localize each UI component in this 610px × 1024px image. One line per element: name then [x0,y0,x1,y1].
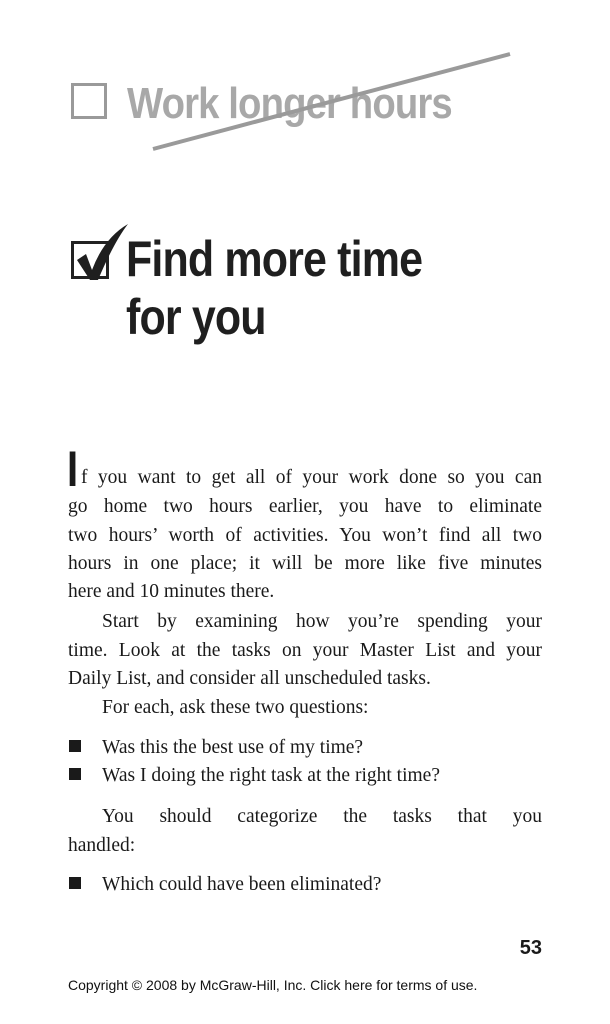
page-number: 53 [519,937,542,959]
strikethrough-line [0,0,610,200]
bullet-item: Was this the best use of my time? [102,737,364,758]
page-title-line-1: Find more time [126,231,423,287]
paragraph-2-line-3: Daily List, and consider all unscheduled tasks. [68,668,431,689]
bullet-item: Which could have been eliminated? [102,874,382,895]
paragraph-4-line-2: handled: [68,835,136,856]
paragraph-2-line-1: Start by examining how you’re spending your [102,611,542,632]
bullet-square-icon [69,768,81,780]
paragraph-1-line-4: hours in one place; it will be more like five minutes [68,553,542,574]
paragraph-1-line-5: here and 10 minutes there. [68,581,275,602]
drop-cap: I [67,441,79,497]
paragraph-1-line-2: go home two hours earlier, you have to eliminate [68,496,542,517]
crossed-out-heading: Work longer hours [127,79,452,128]
paragraph-3-line-1: For each, ask these two questions: [102,697,369,718]
copyright-terms-link[interactable]: Copyright © 2008 by McGraw-Hill, Inc. Click here for terms of use. [68,977,478,993]
page-title-line-2: for you [126,289,266,345]
bullet-square-icon [69,877,81,889]
check-mark-icon [68,220,132,284]
bullet-square-icon [69,740,81,752]
paragraph-1-line-1: f you want to get all of your work done so you can [81,467,542,488]
bullet-item: Was I doing the right task at the right time? [102,765,440,786]
paragraph-2-line-2: time. Look at the tasks on your Master List and your [68,640,542,661]
paragraph-1-line-3: two hours’ worth of activities. You won’t find all two [68,525,542,546]
paragraph-4-line-1: You should categorize the tasks that you [102,806,542,827]
